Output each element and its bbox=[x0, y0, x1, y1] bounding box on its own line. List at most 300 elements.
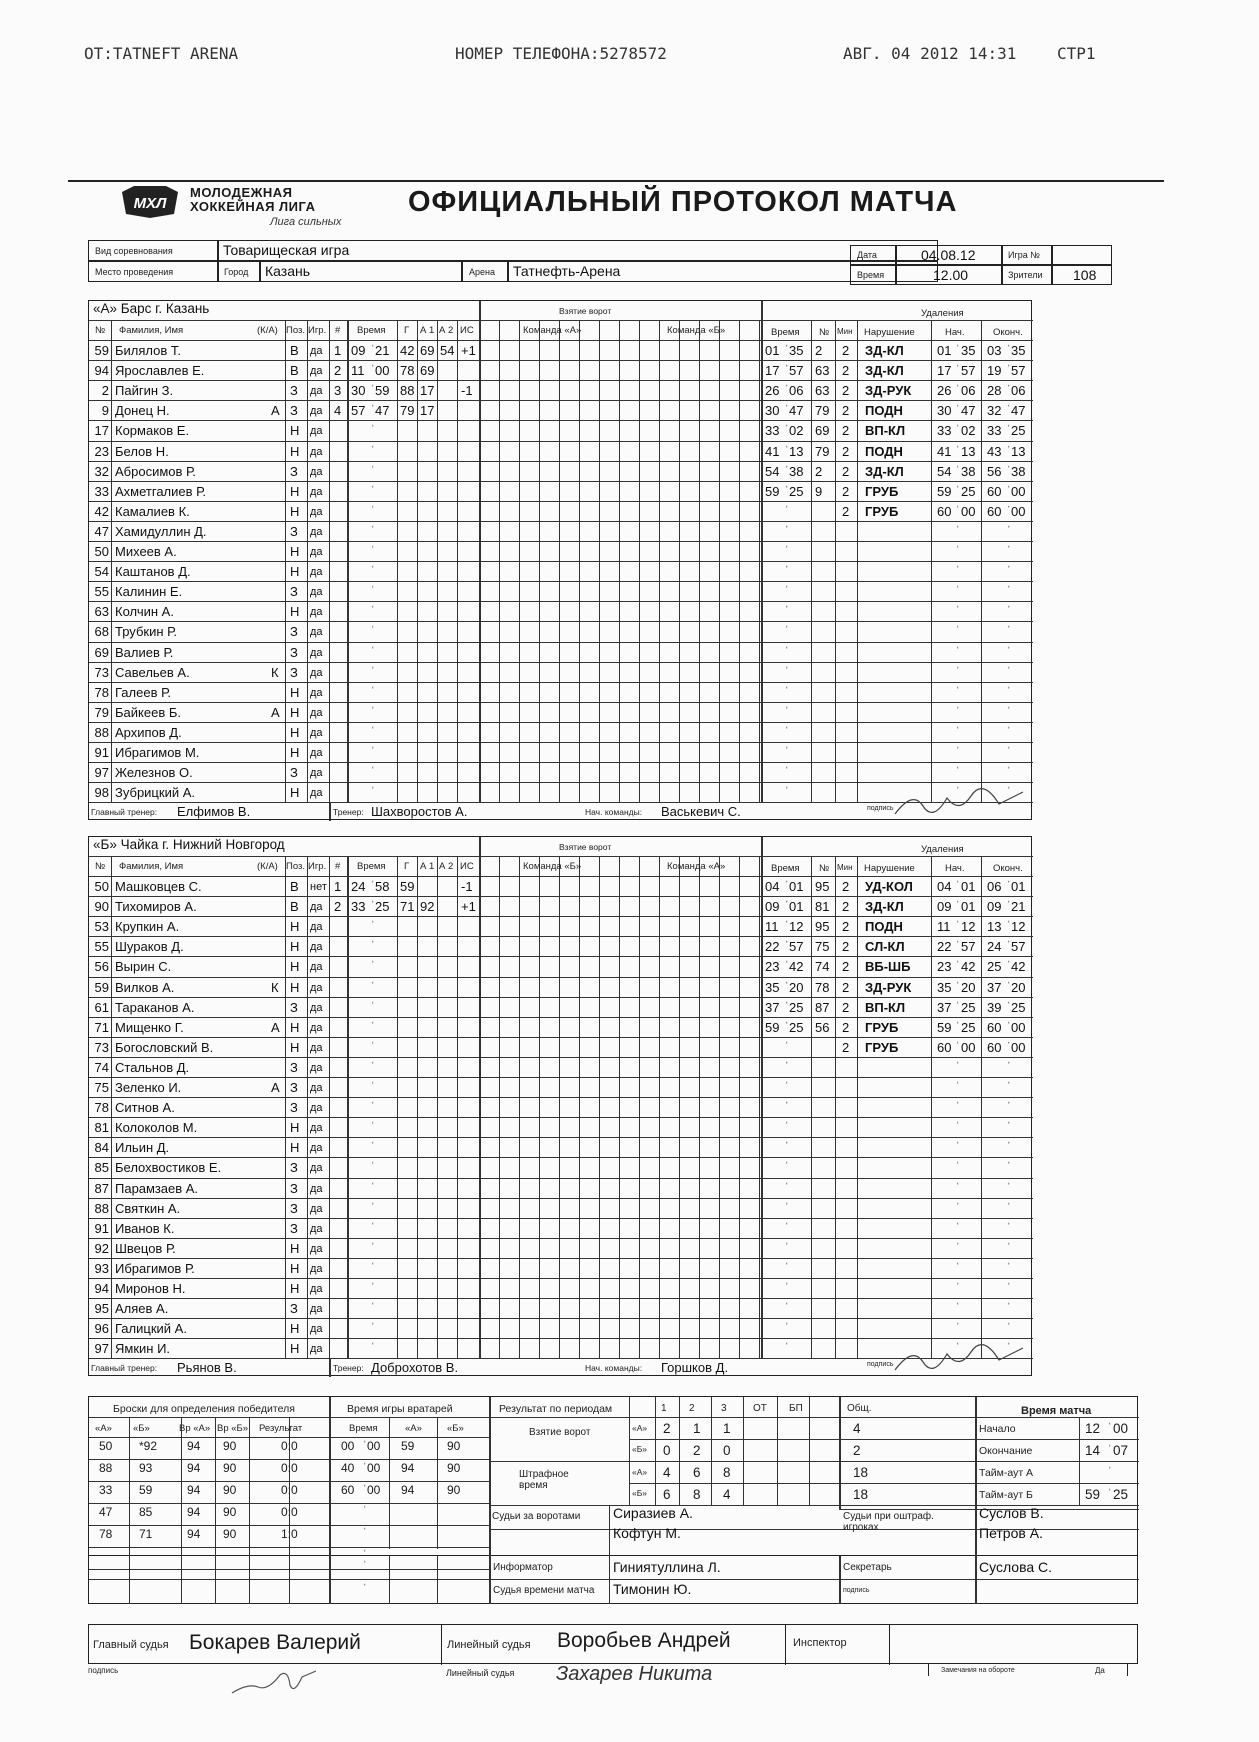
goal-minute: 57 bbox=[351, 403, 366, 419]
time-tick: ˈ bbox=[1007, 900, 1011, 913]
remarks-box bbox=[928, 1664, 1128, 1676]
time-tick: ˈ bbox=[371, 725, 375, 738]
time-tick: ˈ bbox=[1007, 1181, 1011, 1194]
time-tick: ˈ bbox=[371, 1020, 375, 1033]
time-tick: ˈ bbox=[363, 1527, 367, 1539]
grid-line bbox=[519, 857, 520, 1359]
shootout-cell: 59 bbox=[139, 1483, 153, 1497]
time-tick: ˈ bbox=[371, 1342, 375, 1355]
penalty-second: 20 bbox=[789, 979, 804, 995]
time-tick: ˈ bbox=[785, 980, 789, 993]
gk-cell: 40 bbox=[341, 1461, 355, 1475]
time-tick: ˈ bbox=[371, 1161, 375, 1174]
player-position: Н bbox=[290, 959, 300, 975]
player-number: 55 bbox=[94, 584, 109, 600]
time-tick: ˈ bbox=[371, 900, 375, 913]
player-number: 84 bbox=[94, 1140, 109, 1156]
page-title: ОФИЦИАЛЬНЫЙ ПРОТОКОЛ МАТЧА bbox=[408, 186, 958, 218]
penalty-minute: 59 bbox=[765, 483, 780, 499]
penalty-end-min: 37 bbox=[987, 979, 1002, 995]
team_a-head-coach: Елфимов В. bbox=[177, 804, 251, 820]
team_a-penalties-header: Удаления bbox=[921, 308, 964, 319]
game-no-cell bbox=[1052, 245, 1112, 265]
shootout-col-header: «Б» bbox=[133, 1423, 150, 1434]
time-tick: ˈ bbox=[1007, 920, 1011, 933]
player-position: Н bbox=[290, 503, 300, 519]
period-col-header: 1 bbox=[661, 1403, 667, 1414]
time-tick: ˈ bbox=[956, 705, 960, 718]
player-position: Н bbox=[290, 483, 300, 499]
player-position: Н bbox=[290, 939, 300, 955]
time-tick: ˈ bbox=[785, 1261, 789, 1274]
penalty-start-sec: 38 bbox=[961, 463, 976, 479]
grid-line bbox=[215, 1556, 216, 1604]
penalty-start-min: 26 bbox=[937, 383, 952, 399]
player-name: Аляев А. bbox=[115, 1301, 169, 1317]
player-name: Колчин А. bbox=[115, 604, 174, 620]
player-name: Галеев Р. bbox=[115, 684, 171, 700]
grid-line bbox=[739, 857, 740, 1359]
player-number: 50 bbox=[94, 544, 109, 559]
team_b-coach-label: Тренер: bbox=[333, 1363, 364, 1374]
player-number: 63 bbox=[94, 604, 109, 620]
time-tick: ˈ bbox=[956, 980, 960, 993]
player-played: да bbox=[310, 1242, 323, 1255]
time-tick: ˈ bbox=[956, 1020, 960, 1033]
team_a-h-is: ИС bbox=[460, 325, 474, 336]
goal-number: 1 bbox=[334, 879, 342, 894]
penalty-start-sec: 06 bbox=[961, 383, 976, 399]
time-tick: ˈ bbox=[1108, 1488, 1112, 1500]
period-cell: 6 bbox=[663, 1487, 671, 1502]
grid-line bbox=[129, 1417, 130, 1557]
time-tick: ˈ bbox=[371, 424, 375, 437]
team_b-h-name: Фамилия, Имя bbox=[119, 861, 184, 872]
time-tick: ˈ bbox=[363, 1583, 367, 1595]
grid-line bbox=[539, 857, 540, 1359]
penalty-judge-2: Петров А. bbox=[979, 1525, 1043, 1541]
match-time-min: 14 bbox=[1085, 1443, 1101, 1458]
penalty-start-sec: 01 bbox=[961, 879, 976, 894]
penalty-second: 12 bbox=[789, 919, 804, 935]
grid-line bbox=[89, 521, 1033, 522]
grid-line bbox=[89, 581, 1033, 582]
time-tick: ˈ bbox=[1007, 625, 1011, 638]
player-number: 91 bbox=[94, 1220, 109, 1236]
time-tick: ˈ bbox=[371, 1181, 375, 1194]
player-played: да bbox=[310, 1323, 323, 1336]
shootout-cell: *92 bbox=[139, 1439, 158, 1453]
grid-line bbox=[89, 662, 1033, 663]
team_a-h-pos: Поз. bbox=[286, 325, 305, 336]
competition-cell bbox=[218, 240, 938, 261]
time-tick: ˈ bbox=[956, 1322, 960, 1335]
player-played: да bbox=[310, 465, 323, 478]
period-cell: 2 bbox=[663, 1421, 671, 1436]
grid-line bbox=[579, 321, 580, 803]
penalty-end-min: 39 bbox=[987, 999, 1002, 1015]
grid-line bbox=[437, 856, 438, 1359]
shootout-cell: 0:0 bbox=[281, 1439, 298, 1453]
match-time-min: 59 bbox=[1085, 1487, 1101, 1502]
time-tick: ˈ bbox=[956, 685, 960, 698]
goal-second: 58 bbox=[375, 879, 390, 894]
penalty-second: 01 bbox=[789, 879, 804, 894]
player-number: 98 bbox=[94, 785, 109, 801]
player-position: З bbox=[290, 999, 298, 1015]
team_b-h-no: № bbox=[95, 861, 106, 872]
penalty-second: 13 bbox=[789, 443, 804, 459]
time-tick: ˈ bbox=[1007, 1221, 1011, 1234]
penalty-start-sec: 25 bbox=[961, 1019, 976, 1035]
player-played: да bbox=[310, 1262, 323, 1275]
grid-line bbox=[111, 856, 112, 1359]
grid-line bbox=[931, 320, 932, 803]
linesman-label: Линейный судья bbox=[447, 1639, 531, 1651]
penalty-end-sec: 57 bbox=[1011, 363, 1026, 379]
grid-line bbox=[329, 1397, 331, 1557]
team_a-h-ka: (К/А) bbox=[257, 325, 278, 336]
time-label-cell bbox=[850, 265, 896, 285]
time-tick: ˈ bbox=[1007, 484, 1011, 497]
penalty-minute: 26 bbox=[765, 383, 780, 399]
player-number: 92 bbox=[94, 1240, 109, 1256]
player-name: Тихомиров А. bbox=[115, 899, 197, 915]
time-tick: ˈ bbox=[956, 1081, 960, 1093]
time-tick: ˈ bbox=[785, 665, 789, 678]
team_b-coach: Доброхотов В. bbox=[371, 1360, 459, 1376]
time-tick: ˈ bbox=[785, 545, 789, 557]
grid-line bbox=[89, 541, 1033, 542]
time-tick: ˈ bbox=[1007, 364, 1011, 377]
penalty-foul: УД-КОЛ bbox=[865, 879, 913, 894]
player-played: да bbox=[310, 586, 323, 599]
gk-cell: 90 bbox=[447, 1439, 461, 1453]
goal-second: 59 bbox=[375, 383, 390, 399]
penalty-foul: ПОДН bbox=[865, 443, 903, 459]
player-name: Стальнов Д. bbox=[115, 1059, 190, 1075]
time-tick: ˈ bbox=[956, 1342, 960, 1355]
time-tick: ˈ bbox=[956, 404, 960, 417]
penalty-start-sec: 57 bbox=[961, 363, 976, 379]
shootout-col-header: Вр «А» bbox=[179, 1423, 211, 1434]
grid-line bbox=[89, 916, 1033, 917]
team_a-head-coach-label: Главный тренер: bbox=[91, 807, 158, 818]
team_a-title: «А» Барс г. Казань bbox=[93, 301, 210, 316]
player-played: да bbox=[310, 626, 323, 639]
time-tick: ˈ bbox=[956, 1060, 960, 1073]
team_b-h-pen-start: Нач. bbox=[945, 863, 965, 874]
time-tick: ˈ bbox=[1007, 1282, 1011, 1294]
penalty-minutes: 2 bbox=[842, 1039, 850, 1055]
penalty-end-sec: 12 bbox=[1011, 919, 1026, 935]
match-time-sec: 07 bbox=[1113, 1443, 1129, 1458]
player-position: З bbox=[290, 463, 298, 479]
grid-line bbox=[89, 742, 1033, 743]
time-tick: ˈ bbox=[363, 1560, 367, 1572]
grid-line bbox=[89, 461, 1033, 462]
player-number: 53 bbox=[94, 919, 109, 935]
penalty-end-min: 60 bbox=[987, 1019, 1002, 1035]
time-tick: ˈ bbox=[785, 524, 789, 537]
penalty-end-sec: 38 bbox=[1011, 463, 1026, 479]
time-tick: ˈ bbox=[371, 1241, 375, 1254]
penalty-start-sec: 47 bbox=[961, 403, 976, 419]
time-tick: ˈ bbox=[371, 384, 375, 397]
team_a-h-goal-time: Время bbox=[357, 325, 386, 336]
shootout-cell: 94 bbox=[187, 1527, 201, 1541]
player-played: да bbox=[310, 1082, 323, 1094]
goal-number: 4 bbox=[334, 403, 342, 419]
team_a-goals-header: Взятие ворот bbox=[559, 306, 612, 316]
period-col-header: БП bbox=[789, 1403, 803, 1414]
player-number: 56 bbox=[94, 959, 109, 975]
inspector-label: Инспектор bbox=[793, 1637, 847, 1649]
grid-line bbox=[761, 837, 763, 1359]
grid-line bbox=[559, 857, 560, 1359]
logo-line-2: ХОККЕЙНАЯ ЛИГА bbox=[190, 199, 316, 214]
time-tick: ˈ bbox=[785, 940, 789, 953]
time-tick: ˈ bbox=[1007, 645, 1011, 658]
penalty-start-min: 04 bbox=[937, 879, 952, 894]
player-role: А bbox=[271, 704, 280, 720]
penalty-minute: 59 bbox=[765, 1019, 780, 1035]
shootout-cell: 88 bbox=[99, 1461, 113, 1475]
time-tick: ˈ bbox=[1108, 1466, 1112, 1478]
player-number: 90 bbox=[94, 899, 109, 915]
penalty-player: 56 bbox=[815, 1019, 830, 1035]
date-label-cell bbox=[850, 245, 896, 265]
gk-col-header: «А» bbox=[405, 1423, 422, 1434]
penalty-start-sec: 25 bbox=[961, 483, 976, 499]
player-position: В bbox=[290, 363, 299, 379]
penalty-start-min: 09 bbox=[937, 899, 952, 915]
shootout-cell: 78 bbox=[99, 1527, 113, 1541]
grid-line bbox=[609, 1505, 610, 1557]
time-tick: ˈ bbox=[956, 1261, 960, 1274]
player-number: 68 bbox=[94, 624, 109, 640]
time-tick: ˈ bbox=[956, 786, 960, 799]
time-tick: ˈ bbox=[1007, 940, 1011, 953]
penalty-player: 79 bbox=[815, 403, 830, 419]
penalty-player: 63 bbox=[815, 383, 830, 399]
main-referee-signature bbox=[228, 1665, 320, 1699]
team_a-h-a1: А 1 bbox=[420, 325, 435, 336]
penalty-foul: ЗД-КЛ bbox=[865, 899, 904, 915]
grid-line bbox=[89, 561, 1033, 562]
penalty-end-min: 25 bbox=[987, 959, 1002, 975]
time-tick: ˈ bbox=[785, 1141, 789, 1154]
time-tick: ˈ bbox=[785, 1020, 789, 1033]
secretary-label: Секретарь bbox=[843, 1562, 892, 1573]
time-tick: ˈ bbox=[785, 1282, 789, 1294]
penalty-end-min: 06 bbox=[987, 879, 1002, 894]
team_a-h-team-b: Команда «Б» bbox=[667, 325, 726, 336]
period-team-label: «Б» bbox=[632, 1488, 648, 1498]
goal-judge-1: Сиразиев А. bbox=[613, 1505, 693, 1521]
arena-value: Татнефть-Арена bbox=[513, 263, 621, 279]
goal-number: 2 bbox=[334, 899, 342, 915]
penalty-end-sec: 00 bbox=[1011, 1019, 1026, 1035]
penalty-end-sec: 25 bbox=[1011, 423, 1026, 439]
grid-line bbox=[759, 857, 760, 1359]
player-number: 94 bbox=[94, 1281, 109, 1296]
grid-line bbox=[307, 320, 308, 803]
time-tick: ˈ bbox=[956, 384, 960, 397]
grid-line bbox=[629, 1439, 975, 1440]
goal-scorer: 42 bbox=[400, 343, 415, 358]
grid-line bbox=[437, 1556, 438, 1604]
penalty-end-min: 33 bbox=[987, 423, 1002, 439]
team_b-h-team-a: Команда «Б» bbox=[523, 861, 582, 872]
player-position: З bbox=[290, 1059, 298, 1075]
team_a-h-pen-start: Нач. bbox=[945, 327, 965, 338]
shootout-cell: 47 bbox=[99, 1505, 113, 1519]
penalty-player: 81 bbox=[815, 899, 830, 915]
time-tick: ˈ bbox=[956, 1282, 960, 1294]
player-played: да bbox=[310, 961, 323, 974]
grid-line bbox=[655, 1397, 656, 1505]
time-tick: ˈ bbox=[371, 545, 375, 557]
time-tick: ˈ bbox=[785, 1161, 789, 1174]
penalty-judge-1: Суслов В. bbox=[979, 1505, 1044, 1521]
penalty-foul: СЛ-КЛ bbox=[865, 939, 905, 955]
grid-line bbox=[931, 856, 932, 1359]
player-position: З bbox=[290, 1180, 298, 1196]
goal-number: 1 bbox=[334, 343, 342, 358]
time-tick: ˈ bbox=[785, 685, 789, 698]
grid-line bbox=[89, 1198, 1033, 1199]
time-tick: ˈ bbox=[1007, 1081, 1011, 1093]
grid-line bbox=[89, 441, 1033, 442]
player-name: Хамидуллин Д. bbox=[115, 523, 207, 539]
penalty-end-min: 60 bbox=[987, 503, 1002, 519]
grid-line bbox=[809, 1397, 810, 1505]
player-name: Михеев А. bbox=[115, 544, 177, 559]
team_a-h-name: Фамилия, Имя bbox=[119, 325, 184, 336]
penalty-minute: 01 bbox=[765, 343, 780, 358]
period-cell: 8 bbox=[723, 1465, 731, 1480]
player-played: да bbox=[310, 726, 323, 739]
gk-title: Время игры вратарей bbox=[347, 1403, 453, 1415]
player-name: Кормаков Е. bbox=[115, 423, 190, 439]
player-played: да bbox=[310, 345, 323, 357]
period-team-label: «А» bbox=[632, 1467, 648, 1477]
time-tick: ˈ bbox=[785, 705, 789, 718]
time-value: 12.00 bbox=[933, 267, 969, 283]
team_b-head-coach-label: Главный тренер: bbox=[91, 1363, 158, 1374]
player-position: Н bbox=[290, 684, 300, 700]
penalty-minute: 11 bbox=[765, 919, 779, 935]
shootout-cell: 0:0 bbox=[281, 1505, 298, 1519]
grid-line bbox=[839, 1397, 841, 1509]
player-position: З bbox=[290, 1301, 298, 1317]
grid-line bbox=[489, 1505, 975, 1506]
time-tick: ˈ bbox=[1007, 524, 1011, 537]
time-tick: ˈ bbox=[1007, 705, 1011, 718]
match-protocol-form bbox=[88, 240, 1146, 1614]
player-number: 59 bbox=[94, 979, 109, 995]
penalty-player: 78 bbox=[815, 979, 830, 995]
player-number: 42 bbox=[94, 503, 109, 519]
team_b-team-chief: Горшков Д. bbox=[661, 1360, 729, 1376]
game-no-label: Игра № bbox=[1008, 250, 1040, 260]
penalty-foul: ГРУБ bbox=[865, 503, 899, 519]
penalty-minutes: 2 bbox=[842, 979, 850, 995]
time-tick: ˈ bbox=[785, 746, 789, 758]
time-tick: ˈ bbox=[363, 1462, 367, 1474]
time-tick: ˈ bbox=[956, 504, 960, 517]
time-tick: ˈ bbox=[785, 565, 789, 578]
grid-line bbox=[329, 1359, 331, 1377]
time-tick: ˈ bbox=[371, 705, 375, 718]
team_a-team-chief: Васькевич С. bbox=[661, 804, 741, 820]
grid-line bbox=[89, 621, 1033, 622]
penalty-end-sec: 25 bbox=[1011, 999, 1026, 1015]
remarks-label: Замечания на обороте bbox=[941, 1667, 1015, 1674]
time-tick: ˈ bbox=[363, 1505, 367, 1517]
grid-line bbox=[89, 1278, 1033, 1279]
time-tick: ˈ bbox=[1007, 1261, 1011, 1274]
goal-minute: 33 bbox=[351, 899, 366, 915]
remarks-value: Да bbox=[1095, 1666, 1105, 1675]
time-tick: ˈ bbox=[371, 1282, 375, 1294]
penalty-start-sec: 13 bbox=[961, 443, 976, 459]
gk-cell: 94 bbox=[401, 1461, 415, 1475]
player-position: Н bbox=[290, 704, 300, 720]
team_b-h-ka: (К/А) bbox=[257, 861, 278, 872]
player-name: Крупкин А. bbox=[115, 919, 180, 935]
shootout-cell: 33 bbox=[99, 1483, 113, 1497]
shootout-col-header: Результат bbox=[259, 1423, 303, 1434]
grid-line bbox=[89, 762, 1033, 763]
time-tick: ˈ bbox=[785, 1081, 789, 1093]
player-name: Каштанов Д. bbox=[115, 564, 191, 580]
grid-line bbox=[659, 857, 660, 1359]
grid-line bbox=[1079, 1417, 1080, 1505]
grid-line bbox=[389, 1556, 390, 1604]
grid-line bbox=[89, 1057, 1033, 1058]
player-role: А bbox=[271, 403, 280, 419]
time-tick: ˈ bbox=[371, 524, 375, 537]
period-cell: 2 bbox=[853, 1443, 861, 1458]
team_a-h-pen-min: Мин bbox=[837, 327, 853, 336]
player-name: Галицкий А. bbox=[115, 1321, 187, 1337]
player-played: да bbox=[310, 1303, 323, 1316]
player-name: Белохвостиков Е. bbox=[115, 1160, 222, 1176]
shootout-cell: 71 bbox=[139, 1527, 153, 1541]
grid-line bbox=[609, 1556, 610, 1604]
gk-cell: 00 bbox=[367, 1439, 381, 1453]
informer: Гиниятуллина Л. bbox=[613, 1559, 721, 1575]
grid-line bbox=[629, 1397, 630, 1505]
player-played: да bbox=[310, 1162, 323, 1175]
shootout-cell: 90 bbox=[223, 1439, 237, 1453]
venue-label: Место проведения bbox=[95, 267, 174, 277]
penalty-second: 42 bbox=[789, 959, 804, 975]
player-played: да bbox=[310, 646, 323, 659]
grid-line bbox=[835, 320, 836, 803]
player-position: З bbox=[290, 523, 298, 539]
team_b-h-pen-min: Мин bbox=[837, 863, 853, 872]
penalty-end-sec: 00 bbox=[1011, 483, 1026, 499]
time-tick: ˈ bbox=[785, 960, 789, 973]
shootout-col-header: Вр «Б» bbox=[217, 1423, 249, 1434]
penalty-foul: ПОДН bbox=[865, 403, 903, 419]
time-tick: ˈ bbox=[956, 880, 960, 892]
time-tick: ˈ bbox=[371, 364, 375, 377]
time-tick: ˈ bbox=[371, 685, 375, 698]
